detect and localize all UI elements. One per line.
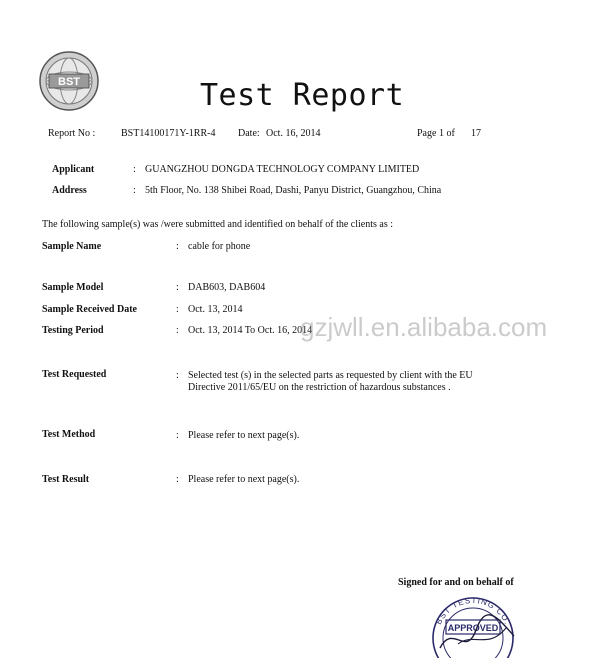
page-label: Page 1 of [417, 128, 455, 139]
bst-logo-graphic [38, 50, 100, 112]
test-requested-colon: : [176, 370, 179, 381]
date-label: Date: [238, 128, 260, 139]
applicant-label: Applicant [52, 164, 95, 175]
sample-model-value: DAB603, DAB604 [188, 282, 266, 293]
test-result-label: Test Result [42, 474, 90, 485]
address-colon: : [133, 185, 136, 196]
test-method-value: Please refer to next page(s). [188, 430, 300, 441]
stamp-graphic [418, 588, 528, 658]
sample-name-value: cable for phone [188, 241, 251, 252]
report-no-label: Report No : [48, 128, 96, 139]
test-method-colon: : [176, 430, 179, 441]
test-requested-line2: Directive 2011/65/EU on the restriction of hazardous substances . [188, 382, 451, 393]
logo-text: BST [58, 76, 80, 88]
applicant-colon: : [133, 164, 136, 175]
sample-received-colon: : [176, 304, 179, 315]
testing-period-value: Oct. 13, 2014 To Oct. 16, 2014 [188, 325, 313, 336]
test-result-colon: : [176, 474, 179, 485]
sample-name-label: Sample Name [42, 241, 102, 252]
bst-logo [38, 50, 100, 112]
signature-label: Signed for and on behalf of [398, 577, 514, 588]
testing-period-label: Testing Period [42, 325, 104, 336]
intro-text: The following sample(s) was /were submitted and identified on behalf of the clients as : [42, 219, 394, 230]
testing-period-colon: : [176, 325, 179, 336]
stamp-arc-text: BST TESTING CO. [434, 595, 513, 627]
applicant-value: GUANGZHOU DONGDA TECHNOLOGY COMPANY LIMITED [145, 164, 420, 175]
test-requested-label: Test Requested [42, 369, 107, 380]
test-method-label: Test Method [42, 429, 96, 440]
address-label: Address [52, 185, 87, 196]
page-title: Test Report [200, 78, 405, 113]
test-result-value: Please refer to next page(s). [188, 474, 300, 485]
watermark: gzjwll.en.alibaba.com [300, 312, 548, 342]
stamp-center-text: APPROVED [447, 623, 499, 633]
sample-received-label: Sample Received Date [42, 304, 137, 315]
page-total: 17 [471, 128, 481, 139]
address-value: 5th Floor, No. 138 Shibei Road, Dashi, Panyu District, Guangzhou, China [145, 185, 442, 196]
approval-stamp [418, 588, 528, 658]
sample-model-label: Sample Model [42, 282, 104, 293]
test-requested-line1: Selected test (s) in the selected parts as requested by client with the EU [188, 370, 473, 381]
report-no-value: BST14100171Y-1RR-4 [121, 128, 216, 139]
sample-received-value: Oct. 13, 2014 [188, 304, 243, 315]
date-value: Oct. 16, 2014 [266, 128, 321, 139]
sample-name-colon: : [176, 241, 179, 252]
sample-model-colon: : [176, 282, 179, 293]
